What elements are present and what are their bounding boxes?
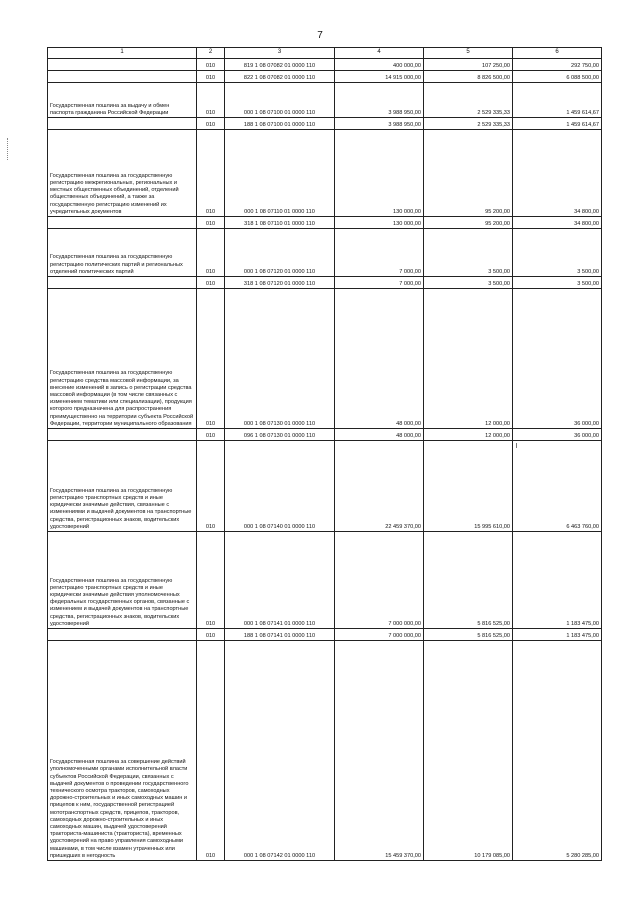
row-executed: 15 995 610,00 (424, 441, 513, 532)
row-kbk: 188 1 08 07141 01 0000 110 (225, 629, 335, 641)
table-row (48, 71, 602, 83)
row-executed: 3 500,00 (424, 229, 513, 277)
table-row (48, 429, 602, 441)
row-remaining: 1 459 614,67 (513, 83, 602, 118)
row-approved: 130 000,00 (335, 217, 424, 229)
header-col-5: 5 (424, 48, 513, 59)
row-remaining: 36 000,00 (513, 429, 602, 441)
table-row (48, 289, 602, 429)
header-col-6: 6 (513, 48, 602, 59)
row-remaining: 5 280 285,00 (513, 641, 602, 861)
row-code: 010 (197, 429, 225, 441)
row-remaining: 6 463 760,00 (513, 441, 602, 532)
table-row (48, 229, 602, 277)
page-number: 7 (317, 30, 323, 41)
row-approved: 48 000,00 (335, 429, 424, 441)
row-kbk: 000 1 08 07141 01 0000 110 (225, 532, 335, 629)
row-label: Государственная пошлина за государственную регистрацию межрегиональных, региональных и местных общественных объединений, отделений общественных объединений, а также за государственную регистрацию изменений их учредительных документов (48, 130, 197, 217)
row-code: 010 (197, 277, 225, 289)
row-executed: 8 826 500,00 (424, 71, 513, 83)
row-remaining: 3 500,00 (513, 229, 602, 277)
table-row (48, 83, 602, 118)
row-executed: 2 529 335,33 (424, 118, 513, 130)
row-remaining: 1 459 614,67 (513, 118, 602, 130)
row-code: 010 (197, 217, 225, 229)
row-approved: 14 915 000,00 (335, 71, 424, 83)
table-row (48, 118, 602, 130)
row-kbk: 318 1 08 07120 01 0000 110 (225, 277, 335, 289)
row-approved: 22 459 370,00 (335, 441, 424, 532)
row-code: 010 (197, 441, 225, 532)
row-code: 010 (197, 83, 225, 118)
scan-margin-mark (7, 138, 8, 160)
header-col-3: 3 (225, 48, 335, 59)
row-label: Государственная пошлина за государственную регистрацию политических партий и региональных отделений политических партий (48, 229, 197, 277)
header-col-2: 2 (197, 48, 225, 59)
header-col-4: 4 (335, 48, 424, 59)
row-approved: 7 000 000,00 (335, 532, 424, 629)
row-approved: 3 988 950,00 (335, 83, 424, 118)
row-kbk: 000 1 08 07120 01 0000 110 (225, 229, 335, 277)
row-executed: 95 200,00 (424, 130, 513, 217)
row-executed: 107 250,00 (424, 59, 513, 71)
row-code: 010 (197, 289, 225, 429)
row-code: 010 (197, 71, 225, 83)
row-approved: 48 000,00 (335, 289, 424, 429)
row-label: Государственная пошлина за государственную регистрацию транспортных средств и иные юридически значимые действия уполномоченных федеральных государственных органов, связанные с изменением и выдачей документов на транспортные средства, регистрационных знаков, водительских удостоверений (48, 532, 197, 629)
row-label: Государственная пошлина за совершение действий уполномоченными органами исполнительной власти субъектов Российской Федерации, связанных с выдачей документов о проведении государственного технического осмотра тракторов, самоходных дорожно-строительных и иных самоходных машин и прицепов к ним, государственной регистрацией мототранспортных средств, прицепов, тракторов, самоходных дорожно-строительных и иных самоходных машин, выдачей удостоверений тракториста-машиниста (тракториста), временных удостоверений на право управления самоходными машинами, в том числе взамен утраченных или пришедших в негодность (48, 641, 197, 861)
row-remaining: 36 000,00 (513, 289, 602, 429)
row-label (48, 217, 197, 229)
row-executed: 95 200,00 (424, 217, 513, 229)
row-code: 010 (197, 118, 225, 130)
row-label: Государственная пошлина за государственную регистрацию средства массовой информации, за внесение изменений в запись о регистрации средства массовой информации (в том числе связанных с изменением тематики или специализации), продукция которого предназначена для распространения преимущественно на территории субъекта Российской Федерации, территории муниципального образования (48, 289, 197, 429)
row-kbk: 318 1 08 07110 01 0000 110 (225, 217, 335, 229)
row-approved: 3 988 950,00 (335, 118, 424, 130)
row-approved: 400 000,00 (335, 59, 424, 71)
table-row (48, 629, 602, 641)
row-kbk: 822 1 08 07082 01 0000 110 (225, 71, 335, 83)
row-approved: 130 000,00 (335, 130, 424, 217)
row-remaining: 34 800,00 (513, 130, 602, 217)
row-kbk: 819 1 08 07082 01 0000 110 (225, 59, 335, 71)
table-row (48, 532, 602, 629)
report-table (47, 47, 602, 861)
row-kbk: 000 1 08 07142 01 0000 110 (225, 641, 335, 861)
row-code: 010 (197, 641, 225, 861)
row-remaining: 292 750,00 (513, 59, 602, 71)
row-executed: 12 000,00 (424, 289, 513, 429)
row-executed: 3 500,00 (424, 277, 513, 289)
row-kbk: 000 1 08 07140 01 0000 110 (225, 441, 335, 532)
row-code: 010 (197, 130, 225, 217)
row-remaining: 34 800,00 (513, 217, 602, 229)
row-executed: 5 816 525,00 (424, 532, 513, 629)
row-remaining: 1 183 475,00 (513, 532, 602, 629)
table-row (48, 277, 602, 289)
table-row (48, 641, 602, 861)
row-label (48, 118, 197, 130)
row-label (48, 277, 197, 289)
table-row (48, 441, 602, 532)
row-label: Государственная пошлина за выдачу и обмен паспорта гражданина Российской Федерации (48, 83, 197, 118)
row-approved: 7 000,00 (335, 229, 424, 277)
row-label (48, 71, 197, 83)
row-approved: 15 459 370,00 (335, 641, 424, 861)
row-code: 010 (197, 532, 225, 629)
row-approved: 7 000 000,00 (335, 629, 424, 641)
row-kbk: 096 1 08 07130 01 0000 110 (225, 429, 335, 441)
row-executed: 2 529 335,33 (424, 83, 513, 118)
header-col-1: 1 (48, 48, 197, 59)
row-label (48, 629, 197, 641)
row-executed: 10 179 085,00 (424, 641, 513, 861)
row-kbk: 000 1 08 07130 01 0000 110 (225, 289, 335, 429)
row-code: 010 (197, 629, 225, 641)
row-code: 010 (197, 229, 225, 277)
row-code: 010 (197, 59, 225, 71)
row-remaining: 6 088 500,00 (513, 71, 602, 83)
row-label (48, 429, 197, 441)
scan-speck (516, 443, 517, 448)
row-approved: 7 000,00 (335, 277, 424, 289)
row-kbk: 188 1 08 07100 01 0000 110 (225, 118, 335, 130)
row-label: Государственная пошлина за государственную регистрацию транспортных средств и иные юридически значимые действия, связанные с изменениями и выдачей документов на транспортные средства, регистрационных знаков, водительских удостоверений (48, 441, 197, 532)
table-row (48, 217, 602, 229)
table-row (48, 59, 602, 71)
row-kbk: 000 1 08 07110 01 0000 110 (225, 130, 335, 217)
row-remaining: 1 183 475,00 (513, 629, 602, 641)
row-executed: 12 000,00 (424, 429, 513, 441)
row-executed: 5 816 525,00 (424, 629, 513, 641)
header-row (48, 48, 602, 59)
row-label (48, 59, 197, 71)
table-row (48, 130, 602, 217)
row-kbk: 000 1 08 07100 01 0000 110 (225, 83, 335, 118)
row-remaining: 3 500,00 (513, 277, 602, 289)
